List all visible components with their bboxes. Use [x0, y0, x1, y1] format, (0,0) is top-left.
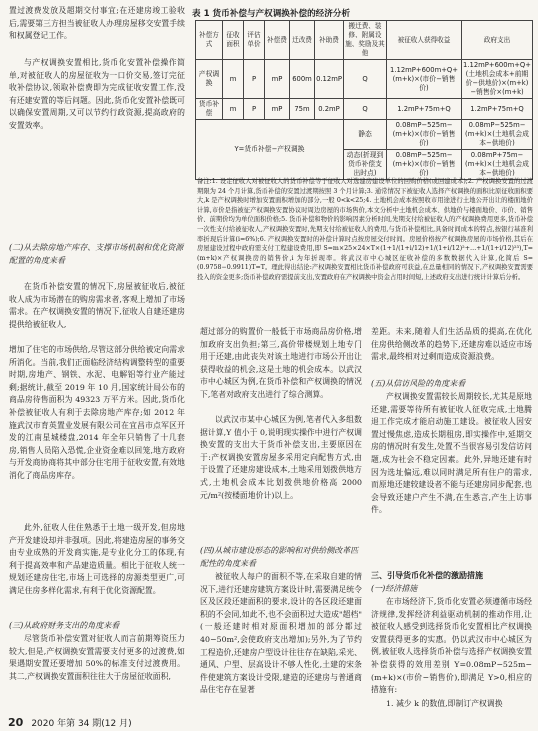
paragraph: 被征收人每户的面积不等,在采取自建的情况下,进行还建房建筑方案设计时,需要满足统令区及区段还建面积的要求,设计的各区段还建面积的不会同,如此不,也不会面积过大造成"超档"(一般还建时相对原面积增加的部分都过 40−50m²,会使政府支出增加);另外,为了节约工程造价,还建房户型设计往往存在缺陷,采光、通风、户型、层高设计不够人性化,土建的宋条件使建筑方案设计受限,建造的还建房与普通商品住宅存在显著	[200, 572, 362, 695]
compensation-table	[195, 20, 533, 180]
table-cell: 0.08mP−525m−(m+k)×(市价−销售价)	[387, 120, 462, 150]
table-cell: Q	[344, 99, 387, 120]
table-cell: 75m	[290, 99, 315, 120]
issue-label: 2020 年第 34 期(12 月)	[31, 719, 132, 729]
section-heading: (二)从去除房地产库存、支撑市场机制和优化资源配置的角度来看	[9, 243, 184, 265]
paragraph: 差距。未来,随着人们生活品质的提高,在优化住房供给侧改革的趋势下,还建房难以适应市场需求,最终相对过剩而造成资源浪费。	[371, 327, 532, 362]
table-cell: 货币补偿	[196, 99, 223, 120]
section-heading: (五)从信访风险的角度来看	[371, 379, 466, 388]
paragraph: 在市场经济下,货币化安置必须遵循市场经济规律,发挥经济利益驱动机制的推动作用,让被征收人感受到选择货币化安置相比产权调换安置获得更多的实惠。仍以武汉市中心城区为例,被征收人选择货币补偿与选择产权调换安置补偿获得的效用差别 Y=0.08mP−525m−(m+k)×(市价−销售价),即满足 Y>0,相应的措施有:	[371, 597, 532, 695]
table-cell: P	[244, 99, 265, 120]
table-cell: Q	[344, 60, 387, 99]
subsection-heading: (一)经济措施	[371, 584, 418, 593]
table-cell: 0.08mP+75m−(m+k)×(土地机会成本−供地价)	[462, 150, 533, 180]
table-cell: Y=货币补偿−产权调换	[196, 120, 344, 180]
paragraph: 尽管货币补偿安置对征收人而言前期筹资压力较大,但是,产权调换安置需要支付更多的过渡费,如果遇期安置还要增加 50%的标准支付过渡费用。其二,产权调换安置面积往往大于房屋征收面积,	[9, 634, 185, 681]
table-cell: m	[223, 99, 244, 120]
table-row	[196, 120, 533, 150]
table-header: 补助费	[315, 21, 344, 60]
table-header: 搬迁费、装修、附属设施、奖励及其他	[344, 21, 387, 60]
paragraph: 产权调换安置需较长周期较长,尤其是原地还建,需要等待所有被征收人征收完成,土地腾退工作完成才能启动施工建设。被征收人因安置过慢焦虑,造成长期租房,即实操作中,延期交房的情况时有发生,处置不当很容易引发信访问题,成为社会不稳定因素。此外,异地还建有时因为选址偏远,难以同时满足所有住户的需求,而原地还建较建设者不能与还建房同步配套,也会导致还建户产生不满,在生悉言,产生上访事件。	[371, 392, 532, 515]
paragraph: 1. 减少 k 的数值,即制订产权调换	[386, 699, 503, 708]
table-note-tail: 房屋价格按产权调换房屋的市场价格,其后在房屋建设过程中政府需支付工程建设费用,即 S=m×25×24×T×(1+1/(1+i/12)+1/(1+i/12)²+…+1/(1+i/12)²³),T=(m+k)×产权调换房的销售价,i 为年折现率。将武汉市中心城区征收补偿的多数数据代入计算,化简后 S=(0.9758−0.9911)T=T。理此得出结论:产权调换安置相比货币补偿政府可获益,在总量相同的情况下,产权调换安置需要投入的资金更多;货币补偿政府需提前支出,安置政府在产权调换中资金占用时间短,上述政府支出进行统计计算后分析。	[197, 235, 533, 281]
table-header: 政府支出	[462, 21, 533, 60]
table-row	[196, 99, 533, 120]
table-cell: 1.12mP+600m+Q+(土地机会成本+前期价−供地价)×(m+k)−销售价×(m+k)	[462, 60, 533, 99]
table-cell: P	[244, 60, 265, 99]
table-header: 补偿方式	[196, 21, 223, 60]
table-cell: 1.2mP+75m+Q	[387, 99, 462, 120]
paragraph: 与产权调换安置相比,货币化安置补偿操作简单,对被征收人的房屋征收为一口价交易,签订完征收补偿协议,领取补偿费即为完成征收安置工作,没有还建安置的等后问题。因此,货币化安置补偿既可以确保安置周期,又可以节约行政资源,提高政府的安置效率。	[9, 58, 185, 130]
table-note-text: 备注:1. 设定征收人对被征收人的货币补偿等于征收人对选建房建设单位的回购价格(或回建成本);2. 产权调换安置的过渡期限为 24 个月计算,货币补偿的安置过渡期按照 3 个月计算;3. 通常情况下被征收人选择产权调换的面积比原征收面积要大,k 是产权调换时增加安置面积增加的部分,一般 0<k<25;4. 土地机会成本按照收市用途进行土地公开出让的楼面地价计算,市价是指被征产权调换安置协议时周边房屋的市场售价,本文分析中土地机会成本、供地价与楼面地价、市价、销售价、前期价均为单位面积价格;5. 货币补偿和物价的影响因素分析时间,先期支付给被征收人的产权调换费用更多,货币补偿一次性支付给被征收人,产权调换安置时,先期支付给被征收人的费用,与货币补偿相比,具备时间成本的特点,按银行基准利率折现后计算(i=6%);6. 产权调换安置时的补偿计算时点按房屋交付时间。	[197, 178, 533, 243]
paragraph: 此外,征收人住住熟悉于土地一级开发,但房地产开发建设却并非强项。因此,将建造房屋的事务交由专业成熟的开发商实施,是专业化分工的体现,有利于提高效率和产品建造质量。相比于征收人统一规划还建房住宅,市场上可选择的房源类型更广,可满足住房多样化需求,有利于优化资源配置。	[9, 523, 185, 595]
table-cell: 600m	[290, 60, 315, 99]
table-cell: 动态(折现到货币补偿支出时点)	[344, 150, 387, 180]
page-footer	[8, 716, 132, 729]
table-header: 征收面积	[223, 21, 244, 60]
table-cell: m	[223, 60, 244, 99]
table-header: 补偿费	[265, 21, 290, 60]
table-cell: 产权调换	[196, 60, 223, 99]
table-cell: 1.2mP+75m+Q	[462, 99, 533, 120]
table-header: 评估单价	[244, 21, 265, 60]
section-heading: (三)从政府财务支出的角度来看	[9, 621, 120, 630]
paragraph: 超过部分的购置价一般低于市场商品房价格,增加政府支出负担;第三,高价带楼规划上地专门用于还建,由此丧失对该土地进行市场公开出让获得收益的机会,这是土地的机会成本。以武汉市中心城区为例,在货币补偿和产权调换的情况下,笔者对政府支出进行了综合测算。	[200, 327, 362, 399]
paragraph: 置过渡费发放及超期交付事宜;在还建房竣工验收后,需要第三方担当被征收人办理房屋移交安置手续和权属登记工作。	[9, 6, 185, 41]
table-cell: mP	[265, 60, 290, 99]
paragraph: 增加了住宅的市场供给,尽管这部分供给被定向需求所消化。当前,我们正面临经济结构调整转型的重要时期,房地产、钢铁、水泥、电解铝等行业产能过剩;据统计,截至 2019 年 10 月,国家统计局公布的商品房待售面积为 49323 万平方米。因此,货币化补偿被征收人有利于去除房地产库存;如 2012 年施武汉市育英置业发展有限公司在宜昌市点军区开发的江南星城楼盘,2014 年全年只销售了十几套房,销售人员陷入恐慌,企业资金难以回笼,地方政府与开发商协商将其中部分住宅用于征收安置,有效地消化了商品房库存。	[9, 345, 185, 480]
table-header: 迁改费	[290, 21, 315, 60]
paragraph: 在货币补偿安置的情况下,房屋被征收后,被征收人成为市场潜在的购房需求者,客观上增加了市场需求。在产权调换安置的情况下,征收人自建还建房提供给被征收人,	[9, 282, 185, 329]
page-number: 20	[8, 716, 24, 729]
section-heading: (四)从城市建设形态的影响和对供给侧改革匹配性的角度来看	[200, 546, 359, 568]
paragraph: 以武汉市某中心城区为例,笔者代入多组数据计算,Y 值小于 0,说明现实操作中进行产权调换安置的支出大于货币补偿支出,主要原因在于:产权调换安置房屋多采用定向配售方式,由于设置了还建房建设成本,土地采用划拨供地方式,土地机会成本比划拨供地价格高 2000 元/m²(按楼面地价计)以上。	[200, 415, 362, 500]
table-cell: mP	[265, 99, 290, 120]
section-heading: 三、引导货币化补偿的激励措施	[371, 571, 483, 580]
table-cell: 0.12mP	[315, 60, 344, 99]
table-header: 被征收人获得收益	[387, 21, 462, 60]
table-title: 表 1 货币补偿与产权调换补偿的经济分析	[192, 9, 351, 19]
table-cell: 0.08mP−525m−(m+k)×(土地机会成本−供地价)	[462, 120, 533, 150]
table-cell: 0.08mP−525m−(m+k)×(市价−销售价)	[387, 150, 462, 180]
table-cell: 1.12mP+600m+Q+(m+k)×(市价−销售价)	[387, 60, 462, 99]
table-cell: 静态	[344, 120, 387, 150]
table-header-row	[196, 21, 533, 60]
table-row	[196, 60, 533, 99]
table-note	[197, 177, 533, 283]
table-cell: 0.2mP	[315, 99, 344, 120]
